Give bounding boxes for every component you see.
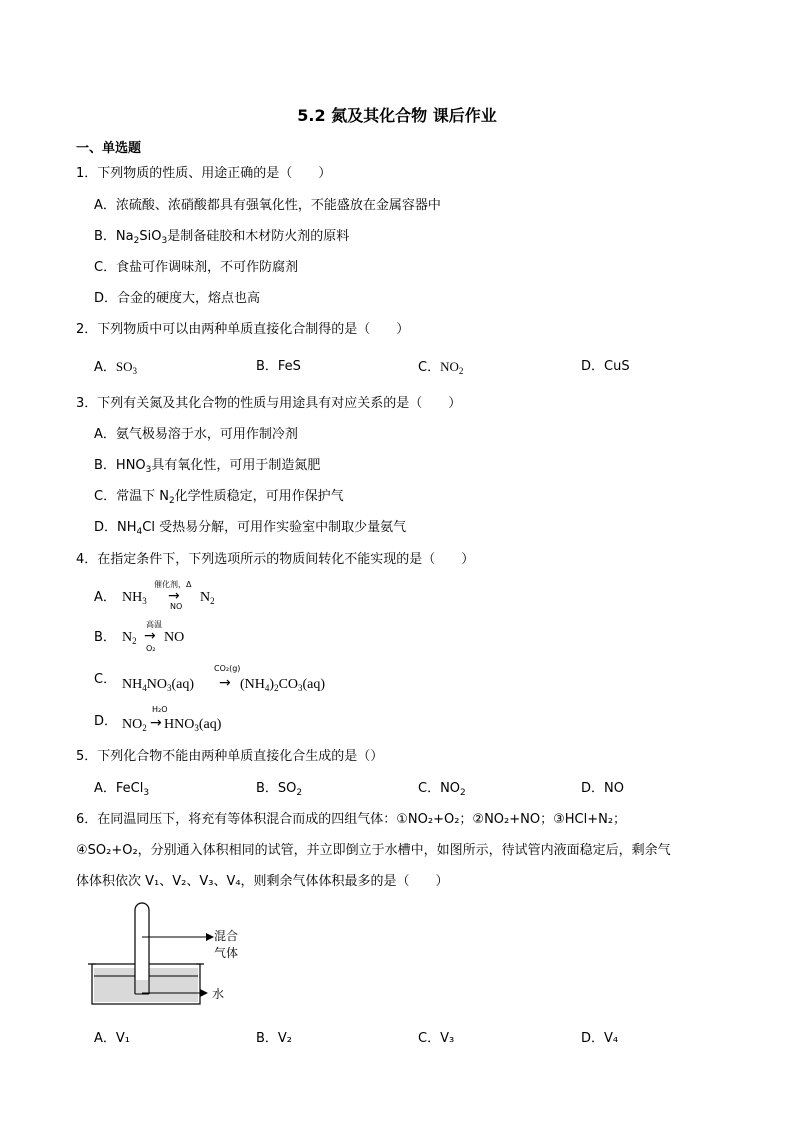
q1-option-b: B．$Na_2SiO_3$是制备硅胶和木材防火剂的原料	[94, 229, 350, 246]
q2-option-b: B．FeS	[256, 359, 301, 374]
diagram-label-water: 水	[212, 987, 225, 1001]
q3-option-a: A．氨气极易溶于水，可用作制冷剂	[94, 427, 298, 442]
q6-option-b: B．V₂	[256, 1031, 293, 1046]
q5-option-d: D．NO	[581, 781, 624, 796]
q4-option-b-arrow: →	[144, 628, 156, 644]
q6-option-d: D．V₄	[581, 1031, 619, 1046]
inverted-test-tube-diagram	[88, 898, 268, 1010]
q6-option-a: A．V₁	[94, 1031, 130, 1046]
q1-option-d: D．合金的硬度大，熔点也高	[94, 291, 261, 306]
q4-option-c-reactant: $NH_4NO_3(aq)$	[122, 677, 195, 693]
q4-option-d-condition-above: H₂O	[152, 705, 168, 714]
q6-stem-line3: 体体积依次 V₁、V₂、V₃、V₄，则剩余气体体积最多的是（ ）	[76, 874, 449, 889]
q4-option-b-reactant: $N_2$	[122, 630, 137, 646]
q4-option-a-condition-below: NO	[170, 602, 183, 611]
q2-stem: 2．下列物质中可以由两种单质直接化合制得的是（ ）	[76, 322, 410, 337]
q3-stem: 3．下列有关氮及其化合物的性质与用途具有对应关系的是（ ）	[76, 396, 462, 411]
diagram-label-gas-2: 气体	[214, 946, 239, 960]
q1-stem: 1．下列物质的性质、用途正确的是（ ）	[76, 166, 332, 181]
q3-option-d: D．$NH_4Cl$ 受热易分解，可用作实验室中制取少量氨气	[94, 520, 407, 537]
q5-stem: 5．下列化合物不能由两种单质直接化合生成的是（）	[76, 749, 384, 764]
q4-option-c-arrow: →	[219, 675, 231, 691]
q4-option-a-reactant: $NH_3$	[122, 590, 147, 606]
q3-option-b: B．$HNO_3$具有氧化性，可用于制造氮肥	[94, 458, 321, 475]
q4-option-a-arrow: →	[168, 588, 180, 604]
q4-option-d-label: D．	[94, 714, 118, 729]
q4-option-d-arrow: →	[150, 715, 162, 731]
q4-option-a-condition-above: 催化剂，Δ	[154, 580, 192, 589]
q2-option-a: A．$SO_3$	[94, 359, 138, 376]
q4-option-a-product: $N_2$	[200, 590, 215, 606]
q3-option-c: C．常温下 $N_2$化学性质稳定，可用作保护气	[94, 489, 344, 506]
q5-option-c: C．$NO_2$	[418, 781, 466, 798]
q4-option-d-reactant: $NO_2$	[122, 717, 147, 733]
q4-option-b-product: NO	[164, 630, 185, 645]
q5-option-a: A．FeCl$_3$	[94, 781, 150, 798]
q2-option-d: D．CuS	[581, 359, 630, 374]
q4-option-c-product: $(NH_4)_2CO_3(aq)$	[240, 677, 326, 693]
section-heading: 一、单选题	[76, 141, 142, 156]
q4-option-b-condition-below: O₂	[146, 644, 156, 653]
q1-option-c: C．食盐可作调味剂，不可作防腐剂	[94, 260, 299, 275]
q4-option-c-label: C．	[94, 672, 117, 687]
q4-option-b-condition-above: 高温	[146, 620, 162, 629]
q4-stem: 4．在指定条件下，下列选项所示的物质间转化不能实现的是（ ）	[76, 552, 475, 567]
q4-option-d-product: $HNO_3(aq)$	[164, 717, 222, 733]
q6-option-c: C．V₃	[418, 1031, 455, 1046]
q4-option-c-condition-above: CO₂(g)	[214, 664, 241, 673]
q1-option-a: A．浓硫酸、浓硝酸都具有强氧化性，不能盛放在金属容器中	[94, 198, 441, 213]
q5-option-b: B．$SO_2$	[256, 781, 303, 798]
q4-option-a-label: A．	[94, 590, 116, 605]
page-title: 5.2 氮及其化合物 课后作业	[297, 106, 497, 125]
q6-stem-line1: 6．在同温同压下，将充有等体积混合而成的四组气体：①NO₂+O₂；②NO₂+NO；③HCl+N₂；	[76, 812, 627, 827]
q6-stem-line2: ④SO₂+O₂，分别通入体积相同的试管，并立即倒立于水槽中，如图所示，待试管内液面稳定后，剩余气	[76, 843, 671, 858]
diagram-label-gas-1: 混合	[214, 929, 239, 943]
q4-option-b-label: B．	[94, 630, 116, 645]
q2-option-c: C．$NO_2$	[418, 359, 464, 376]
tube-water	[136, 980, 148, 994]
